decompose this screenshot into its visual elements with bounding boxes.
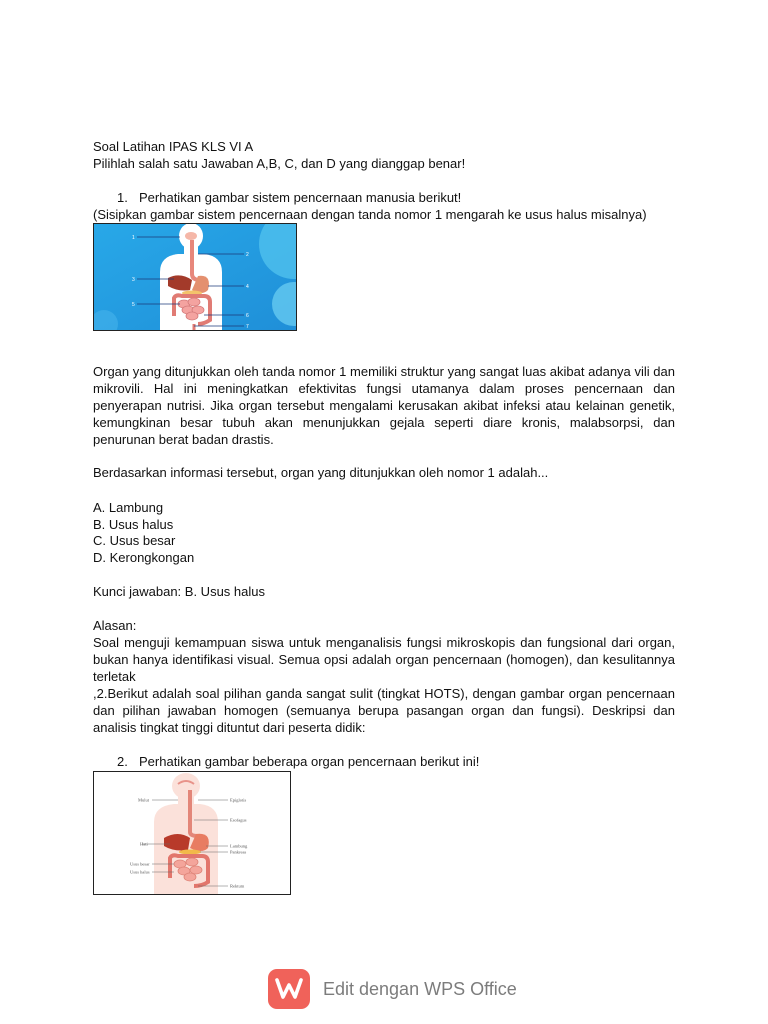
q2-figure-label-mulut: Mulut	[138, 797, 150, 803]
q1-followup: ,2.Berikut adalah soal pilihan ganda sangat sulit (tingkat HOTS), dengan gambar organ pencernaan dan pilihan jawaban homogen (semuanya berupa pasangan organ dan fungsi). Deskripsi dan analisis tingkat tinggi dituntut dari peserta didik:	[93, 686, 675, 735]
q1-figure	[93, 223, 297, 331]
q2-figure	[93, 771, 291, 895]
q1-number: 1.	[117, 190, 128, 205]
q2-figure-label-pankreas: Pankreas	[230, 849, 247, 855]
doc-title: Soal Latihan IPAS KLS VI A	[93, 139, 254, 154]
q1-figure-label-1: 1	[132, 235, 135, 241]
q1-figure-label-4: 4	[246, 284, 249, 290]
q1-figure-label-6: 6	[246, 313, 249, 319]
q1-figure-label-5: 5	[132, 302, 135, 308]
wps-logo-icon	[268, 969, 310, 1009]
wps-edit-banner[interactable]	[268, 969, 517, 1009]
q2-figure-label-lambung: Lambung	[230, 843, 248, 849]
q1-option-c: C. Usus besar	[93, 533, 176, 548]
doc-instruction: Pilihlah salah satu Jawaban A,B, C, dan D yang dianggap benar!	[93, 156, 466, 171]
q1-prompt: Perhatikan gambar sistem pencernaan manusia berikut!	[139, 190, 462, 205]
q1-question: Berdasarkan informasi tersebut, organ yang ditunjukkan oleh nomor 1 adalah...	[93, 465, 549, 480]
q2-figure-label-usus-besar: Usus besar	[130, 861, 150, 867]
q1-figure-label-3: 3	[132, 277, 135, 283]
q1-reason-label: Alasan:	[93, 618, 137, 633]
wps-edit-label[interactable]: Edit dengan WPS Office	[323, 978, 517, 999]
q1-figure-label-7: 7	[246, 324, 249, 330]
q1-option-d: D. Kerongkongan	[93, 550, 195, 565]
q2-prompt: Perhatikan gambar beberapa organ pencernaan berikut ini!	[139, 754, 480, 769]
q2-figure-label-esofagus: Esofagus	[230, 817, 247, 823]
q1-answer-key: Kunci jawaban: B. Usus halus	[93, 584, 265, 599]
q2-figure-label-rektum: Rektum	[230, 883, 245, 889]
q1-note: (Sisipkan gambar sistem pencernaan dengan tanda nomor 1 mengarah ke usus halus misalnya)	[93, 207, 647, 222]
q1-reason-text: Soal menguji kemampuan siswa untuk menganalisis fungsi mikroskopis dan fungsional dari organ, bukan hanya identifikasi visual. Semua opsi adalah organ pencernaan (homogen), dan kesulitannya terletak	[93, 635, 675, 684]
q2-number: 2.	[117, 754, 128, 769]
q1-paragraph: Organ yang ditunjukkan oleh tanda nomor 1 memiliki struktur yang sangat luas akibat adanya vili dan mikrovili. Hal ini meningkatkan efektivitas fungsi utamanya dalam proses pencernaan dan penyerapan nutrisi. Jika organ tersebut mengalami kerusakan akibat infeksi atau kelainan genetik, kemungkinan besar tubuh akan menunjukkan gejala seperti diare kronis, malabsorpsi, dan penurunan berat badan drastis.	[93, 364, 675, 447]
q2-figure-label-hati: Hati	[140, 841, 148, 847]
q1-option-a: A. Lambung	[93, 500, 164, 515]
q1-option-b: B. Usus halus	[93, 517, 174, 532]
q2-figure-label-epiglotis: Epiglotis	[230, 797, 247, 803]
q2-figure-label-usus-halus: Usus halus	[130, 869, 150, 875]
q1-figure-label-2: 2	[246, 252, 249, 258]
